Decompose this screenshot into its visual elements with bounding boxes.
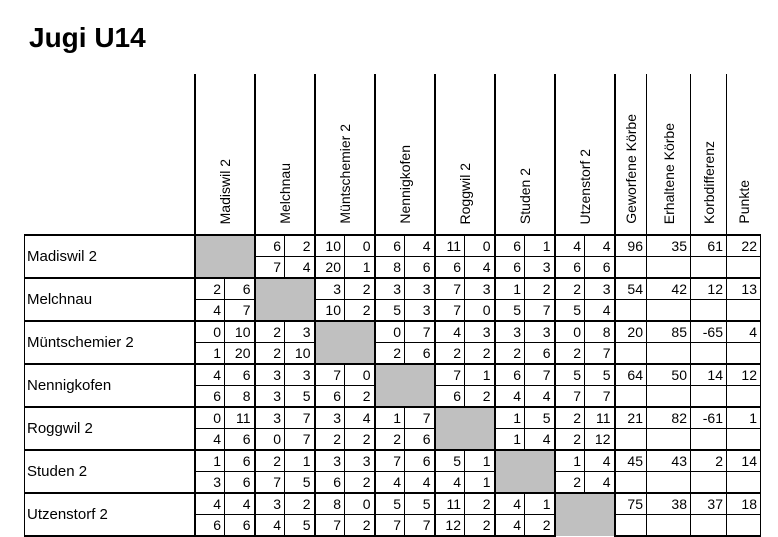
stat-cell: 21 bbox=[615, 407, 647, 429]
score-cell: 2 bbox=[195, 278, 225, 300]
score-cell: 6 bbox=[315, 386, 345, 408]
column-header-stat bbox=[615, 74, 647, 235]
score-cell: 1 bbox=[465, 364, 495, 386]
score-cell: 11 bbox=[585, 407, 615, 429]
table-row bbox=[25, 407, 761, 429]
stat-cell bbox=[615, 472, 647, 494]
score-cell: 6 bbox=[555, 257, 585, 279]
score-cell: 3 bbox=[495, 321, 525, 343]
score-cell: 6 bbox=[195, 386, 225, 408]
score-cell: 12 bbox=[435, 515, 465, 537]
score-cell: 4 bbox=[585, 472, 615, 494]
score-cell: 2 bbox=[255, 321, 285, 343]
score-cell: 2 bbox=[465, 515, 495, 537]
score-cell: 3 bbox=[255, 493, 285, 515]
score-cell: 11 bbox=[225, 407, 255, 429]
self-match-cell bbox=[495, 450, 555, 493]
stat-cell: 20 bbox=[615, 321, 647, 343]
stat-cell bbox=[647, 300, 691, 322]
score-cell: 7 bbox=[555, 386, 585, 408]
stat-cell bbox=[615, 515, 647, 537]
stat-cell: 50 bbox=[647, 364, 691, 386]
column-header-label: Utzenstorf 2 bbox=[576, 148, 593, 224]
score-cell: 4 bbox=[375, 472, 405, 494]
score-cell: 2 bbox=[345, 515, 375, 537]
score-cell: 7 bbox=[315, 364, 345, 386]
score-cell: 0 bbox=[345, 364, 375, 386]
score-cell: 7 bbox=[375, 450, 405, 472]
stat-cell bbox=[647, 515, 691, 537]
stat-cell: 43 bbox=[647, 450, 691, 472]
score-cell: 1 bbox=[525, 493, 555, 515]
score-cell: 7 bbox=[255, 257, 285, 279]
score-cell: 4 bbox=[195, 493, 225, 515]
score-cell: 4 bbox=[585, 235, 615, 257]
score-cell: 4 bbox=[405, 472, 435, 494]
stat-cell: 14 bbox=[691, 364, 727, 386]
table-row bbox=[25, 235, 761, 257]
score-cell: 3 bbox=[255, 364, 285, 386]
stat-cell bbox=[727, 515, 761, 537]
score-cell: 6 bbox=[495, 364, 525, 386]
score-cell: 6 bbox=[405, 343, 435, 365]
score-cell: 3 bbox=[345, 450, 375, 472]
table-row bbox=[25, 364, 761, 386]
self-match-cell bbox=[375, 364, 435, 407]
score-cell: 5 bbox=[435, 450, 465, 472]
score-cell: 3 bbox=[195, 472, 225, 494]
score-cell: 6 bbox=[495, 257, 525, 279]
score-cell: 4 bbox=[225, 493, 255, 515]
stat-cell bbox=[691, 386, 727, 408]
stat-cell bbox=[615, 386, 647, 408]
score-cell: 8 bbox=[375, 257, 405, 279]
score-cell: 2 bbox=[345, 278, 375, 300]
score-cell: 2 bbox=[555, 407, 585, 429]
column-header-team bbox=[255, 74, 315, 235]
stat-cell bbox=[691, 472, 727, 494]
score-cell: 6 bbox=[495, 235, 525, 257]
score-cell: 12 bbox=[585, 429, 615, 451]
column-header-label: Punkte bbox=[735, 180, 752, 224]
self-match-cell bbox=[255, 278, 315, 321]
score-cell: 20 bbox=[315, 257, 345, 279]
score-cell: 1 bbox=[495, 278, 525, 300]
score-cell: 0 bbox=[465, 235, 495, 257]
score-cell: 4 bbox=[495, 386, 525, 408]
score-cell: 4 bbox=[195, 429, 225, 451]
stat-cell bbox=[615, 300, 647, 322]
header-corner bbox=[25, 74, 195, 235]
score-cell: 6 bbox=[225, 515, 255, 537]
score-cell: 7 bbox=[525, 364, 555, 386]
score-cell: 4 bbox=[345, 407, 375, 429]
score-cell: 6 bbox=[225, 472, 255, 494]
page-title: Jugi U14 bbox=[29, 22, 146, 53]
score-cell: 2 bbox=[555, 343, 585, 365]
score-cell: 5 bbox=[285, 386, 315, 408]
score-cell: 4 bbox=[195, 364, 225, 386]
column-header-label: Erhaltene Körbe bbox=[660, 122, 677, 224]
stat-cell: 96 bbox=[615, 235, 647, 257]
score-cell: 7 bbox=[585, 343, 615, 365]
score-cell: 2 bbox=[345, 386, 375, 408]
self-match-cell bbox=[315, 321, 375, 364]
table-row bbox=[25, 278, 761, 300]
score-cell: 7 bbox=[375, 515, 405, 537]
stat-cell bbox=[615, 257, 647, 279]
score-cell: 7 bbox=[435, 300, 465, 322]
score-cell: 10 bbox=[225, 321, 255, 343]
score-cell: 3 bbox=[315, 407, 345, 429]
score-cell: 0 bbox=[195, 321, 225, 343]
score-cell: 6 bbox=[225, 364, 255, 386]
row-team-name: Nennigkofen bbox=[25, 364, 195, 407]
score-cell: 2 bbox=[465, 343, 495, 365]
column-header-label: Nennigkofen bbox=[396, 145, 413, 224]
stat-cell bbox=[647, 257, 691, 279]
score-cell: 3 bbox=[285, 364, 315, 386]
score-cell: 1 bbox=[495, 429, 525, 451]
score-cell: 2 bbox=[375, 429, 405, 451]
score-cell: 0 bbox=[345, 493, 375, 515]
score-cell: 2 bbox=[525, 278, 555, 300]
stat-cell: 45 bbox=[615, 450, 647, 472]
score-cell: 1 bbox=[465, 472, 495, 494]
score-cell: 3 bbox=[405, 278, 435, 300]
row-team-name: Madiswil 2 bbox=[25, 235, 195, 278]
score-cell: 2 bbox=[525, 515, 555, 537]
score-cell: 2 bbox=[555, 429, 585, 451]
score-cell: 3 bbox=[285, 321, 315, 343]
score-cell: 0 bbox=[375, 321, 405, 343]
score-cell: 11 bbox=[435, 493, 465, 515]
stat-cell: 35 bbox=[647, 235, 691, 257]
stat-cell bbox=[647, 386, 691, 408]
stat-cell bbox=[691, 343, 727, 365]
score-cell: 4 bbox=[405, 235, 435, 257]
score-cell: 5 bbox=[405, 493, 435, 515]
results-table bbox=[24, 74, 761, 537]
score-cell: 6 bbox=[195, 515, 225, 537]
column-header-label: Melchnau bbox=[276, 163, 293, 224]
row-team-name: Müntschemier 2 bbox=[25, 321, 195, 364]
score-cell: 3 bbox=[525, 257, 555, 279]
score-cell: 2 bbox=[285, 493, 315, 515]
score-cell: 4 bbox=[495, 515, 525, 537]
score-cell: 7 bbox=[435, 364, 465, 386]
table-row bbox=[25, 450, 761, 472]
row-team-name: Utzenstorf 2 bbox=[25, 493, 195, 536]
score-cell: 6 bbox=[435, 386, 465, 408]
column-header-label: Roggwil 2 bbox=[456, 162, 473, 224]
score-cell: 3 bbox=[465, 278, 495, 300]
score-cell: 7 bbox=[525, 300, 555, 322]
stat-cell: 42 bbox=[647, 278, 691, 300]
score-cell: 4 bbox=[435, 321, 465, 343]
score-cell: 1 bbox=[345, 257, 375, 279]
score-cell: 8 bbox=[315, 493, 345, 515]
score-cell: 5 bbox=[525, 407, 555, 429]
score-cell: 7 bbox=[435, 278, 465, 300]
score-cell: 7 bbox=[405, 515, 435, 537]
stat-cell: 37 bbox=[691, 493, 727, 515]
score-cell: 2 bbox=[495, 343, 525, 365]
stat-cell bbox=[727, 472, 761, 494]
score-cell: 2 bbox=[345, 300, 375, 322]
score-cell: 1 bbox=[195, 343, 225, 365]
stat-cell: 75 bbox=[615, 493, 647, 515]
stat-cell bbox=[647, 429, 691, 451]
score-cell: 4 bbox=[585, 300, 615, 322]
score-cell: 4 bbox=[285, 257, 315, 279]
score-cell: 6 bbox=[225, 429, 255, 451]
column-header-stat bbox=[691, 74, 727, 235]
score-cell: 7 bbox=[585, 386, 615, 408]
score-cell: 7 bbox=[315, 515, 345, 537]
score-cell: 4 bbox=[525, 386, 555, 408]
stat-cell bbox=[615, 429, 647, 451]
score-cell: 11 bbox=[435, 235, 465, 257]
score-cell: 6 bbox=[585, 257, 615, 279]
score-cell: 6 bbox=[225, 450, 255, 472]
score-cell: 3 bbox=[525, 321, 555, 343]
score-cell: 10 bbox=[315, 300, 345, 322]
score-cell: 4 bbox=[555, 235, 585, 257]
score-cell: 0 bbox=[195, 407, 225, 429]
stat-cell: 54 bbox=[615, 278, 647, 300]
score-cell: 5 bbox=[555, 364, 585, 386]
score-cell: 2 bbox=[375, 343, 405, 365]
score-cell: 3 bbox=[465, 321, 495, 343]
column-header-team bbox=[435, 74, 495, 235]
row-team-name: Melchnau bbox=[25, 278, 195, 321]
score-cell: 6 bbox=[405, 450, 435, 472]
column-header-label: Studen 2 bbox=[516, 167, 533, 224]
stat-cell bbox=[647, 472, 691, 494]
self-match-cell bbox=[195, 235, 255, 278]
score-cell: 7 bbox=[225, 300, 255, 322]
score-cell: 3 bbox=[255, 386, 285, 408]
score-cell: 8 bbox=[225, 386, 255, 408]
score-cell: 7 bbox=[285, 407, 315, 429]
score-cell: 5 bbox=[285, 515, 315, 537]
table-row bbox=[25, 321, 761, 343]
score-cell: 2 bbox=[465, 386, 495, 408]
score-cell: 1 bbox=[195, 450, 225, 472]
score-cell: 2 bbox=[555, 472, 585, 494]
score-cell: 3 bbox=[585, 278, 615, 300]
score-cell: 6 bbox=[315, 472, 345, 494]
column-header-label: Korbdifferenz bbox=[700, 140, 717, 224]
stat-cell: 61 bbox=[691, 235, 727, 257]
stat-cell: 38 bbox=[647, 493, 691, 515]
score-cell: 10 bbox=[315, 235, 345, 257]
stat-cell: 82 bbox=[647, 407, 691, 429]
score-cell: 1 bbox=[465, 450, 495, 472]
score-cell: 4 bbox=[495, 493, 525, 515]
score-cell: 3 bbox=[375, 278, 405, 300]
row-team-name: Roggwil 2 bbox=[25, 407, 195, 450]
stat-cell bbox=[691, 257, 727, 279]
score-cell: 2 bbox=[435, 343, 465, 365]
score-cell: 5 bbox=[375, 493, 405, 515]
score-cell: 1 bbox=[555, 450, 585, 472]
stat-cell bbox=[727, 257, 761, 279]
column-header-label: Madiswil 2 bbox=[216, 158, 233, 224]
column-header-team bbox=[555, 74, 615, 235]
stat-cell: 18 bbox=[727, 493, 761, 515]
stat-cell bbox=[727, 429, 761, 451]
score-cell: 4 bbox=[435, 472, 465, 494]
score-cell: 10 bbox=[285, 343, 315, 365]
score-cell: 0 bbox=[555, 321, 585, 343]
stat-cell: 85 bbox=[647, 321, 691, 343]
self-match-cell bbox=[555, 493, 615, 536]
table-row bbox=[25, 493, 761, 515]
score-cell: 6 bbox=[225, 278, 255, 300]
stat-cell: 4 bbox=[727, 321, 761, 343]
stat-cell bbox=[691, 300, 727, 322]
score-cell: 6 bbox=[405, 429, 435, 451]
score-cell: 5 bbox=[285, 472, 315, 494]
score-cell: 3 bbox=[315, 450, 345, 472]
score-cell: 2 bbox=[315, 429, 345, 451]
stat-cell: -65 bbox=[691, 321, 727, 343]
score-cell: 4 bbox=[195, 300, 225, 322]
score-cell: 7 bbox=[255, 472, 285, 494]
score-cell: 0 bbox=[465, 300, 495, 322]
score-cell: 3 bbox=[405, 300, 435, 322]
column-header-stat bbox=[647, 74, 691, 235]
column-header-label: Geworfene Körbe bbox=[622, 114, 639, 224]
score-cell: 3 bbox=[315, 278, 345, 300]
column-header-team bbox=[495, 74, 555, 235]
score-cell: 2 bbox=[345, 472, 375, 494]
score-cell: 4 bbox=[255, 515, 285, 537]
score-cell: 6 bbox=[435, 257, 465, 279]
row-team-name: Studen 2 bbox=[25, 450, 195, 493]
stat-cell: -61 bbox=[691, 407, 727, 429]
stat-cell bbox=[727, 386, 761, 408]
score-cell: 8 bbox=[585, 321, 615, 343]
stat-cell bbox=[691, 429, 727, 451]
stat-cell: 12 bbox=[691, 278, 727, 300]
score-cell: 2 bbox=[345, 429, 375, 451]
score-cell: 2 bbox=[255, 450, 285, 472]
score-cell: 7 bbox=[285, 429, 315, 451]
score-cell: 6 bbox=[525, 343, 555, 365]
score-cell: 4 bbox=[585, 450, 615, 472]
score-cell: 5 bbox=[495, 300, 525, 322]
score-cell: 6 bbox=[375, 235, 405, 257]
score-cell: 3 bbox=[255, 407, 285, 429]
column-header-team bbox=[315, 74, 375, 235]
score-cell: 1 bbox=[525, 235, 555, 257]
column-header-team bbox=[375, 74, 435, 235]
score-cell: 6 bbox=[255, 235, 285, 257]
stat-cell: 14 bbox=[727, 450, 761, 472]
score-cell: 4 bbox=[525, 429, 555, 451]
stat-cell: 22 bbox=[727, 235, 761, 257]
score-cell: 7 bbox=[405, 321, 435, 343]
score-cell: 1 bbox=[285, 450, 315, 472]
stat-cell: 64 bbox=[615, 364, 647, 386]
score-cell: 7 bbox=[405, 407, 435, 429]
score-cell: 5 bbox=[585, 364, 615, 386]
column-header-label: Müntschemier 2 bbox=[336, 124, 353, 224]
score-cell: 1 bbox=[495, 407, 525, 429]
stat-cell bbox=[727, 343, 761, 365]
stat-cell bbox=[647, 343, 691, 365]
score-cell: 6 bbox=[405, 257, 435, 279]
score-cell: 2 bbox=[255, 343, 285, 365]
column-header-team bbox=[195, 74, 255, 235]
column-header-stat bbox=[727, 74, 761, 235]
stat-cell bbox=[691, 515, 727, 537]
self-match-cell bbox=[435, 407, 495, 450]
stat-cell: 13 bbox=[727, 278, 761, 300]
score-cell: 0 bbox=[345, 235, 375, 257]
score-cell: 2 bbox=[285, 235, 315, 257]
stat-cell bbox=[727, 300, 761, 322]
stat-cell: 2 bbox=[691, 450, 727, 472]
score-cell: 2 bbox=[555, 278, 585, 300]
score-cell: 1 bbox=[375, 407, 405, 429]
score-cell: 4 bbox=[465, 257, 495, 279]
score-cell: 5 bbox=[555, 300, 585, 322]
score-cell: 2 bbox=[465, 493, 495, 515]
score-cell: 20 bbox=[225, 343, 255, 365]
score-cell: 0 bbox=[255, 429, 285, 451]
score-cell: 5 bbox=[375, 300, 405, 322]
stat-cell: 1 bbox=[727, 407, 761, 429]
stat-cell bbox=[615, 343, 647, 365]
stat-cell: 12 bbox=[727, 364, 761, 386]
